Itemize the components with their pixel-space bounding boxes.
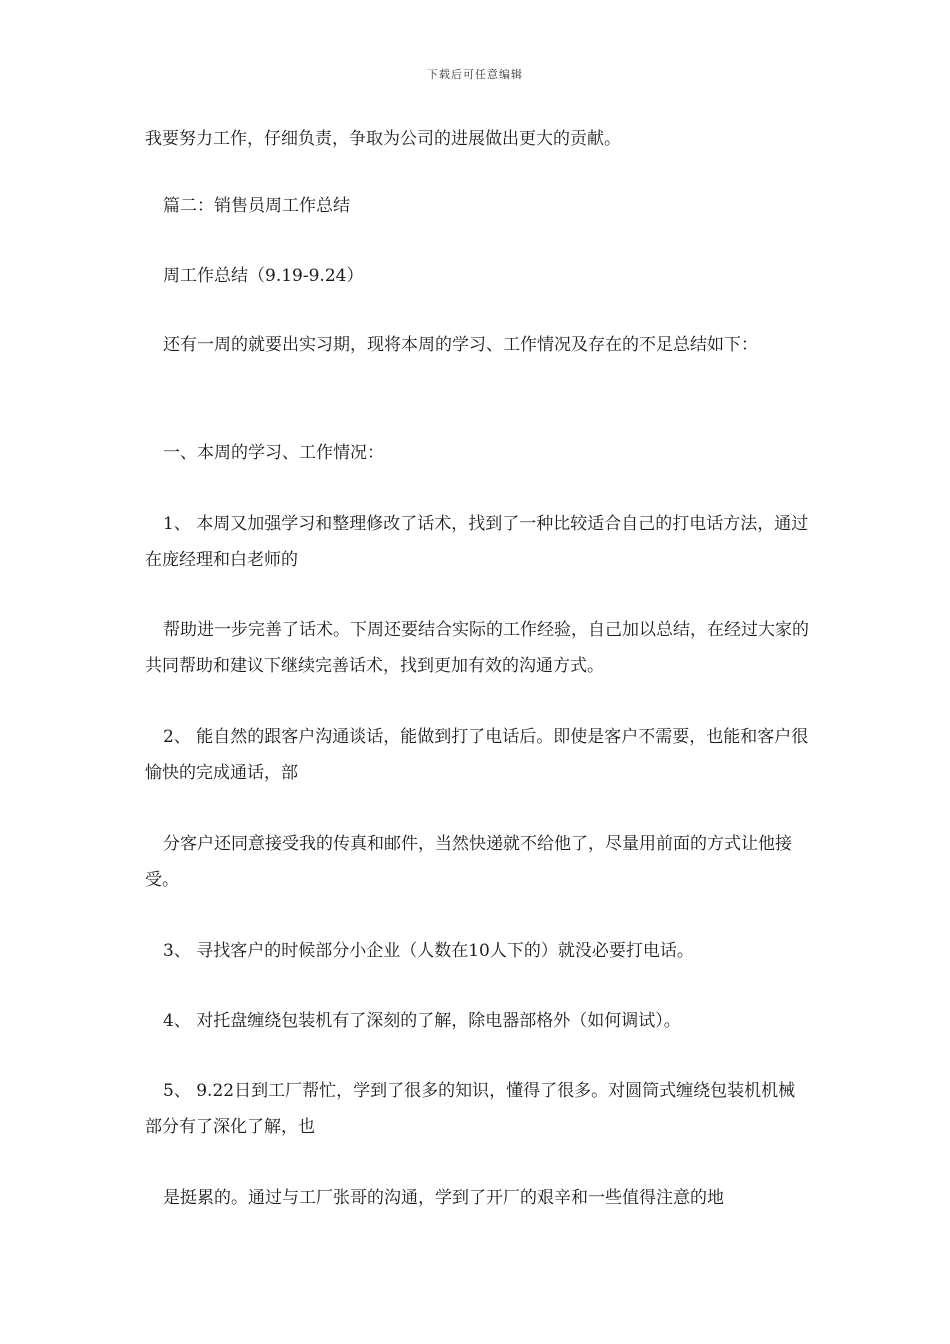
list-item-5-continued: 是挺累的。通过与工厂张哥的沟通，学到了开厂的艰辛和一些值得注意的地 (163, 1188, 724, 1208)
heading-study-work: 一、本周的学习、工作情况： (163, 443, 384, 463)
list-item-5: 5、 9.22日到工厂帮忙，学到了很多的知识，懂得了很多。对圆筒式缠绕包装机机械部分有了深化了解，也 (145, 1081, 796, 1137)
paragraph-intro: 还有一周的就要出实习期，现将本周的学习、工作情况及存在的不足总结如下： (163, 335, 758, 355)
list-item-1: 1、 本周又加强学习和整理修改了话术，找到了一种比较适合自己的打电话方法，通过在庞经理和白老师的 (145, 514, 809, 570)
list-item-1-continued: 帮助进一步完善了话术。下周还要结合实际的工作经验，自己加以总结，在经过大家的共同帮助和建议下继续完善话术，找到更加有效的沟通方式。 (145, 620, 809, 676)
section-title-2: 篇二：销售员周工作总结 (163, 196, 350, 216)
list-item-4: 4、 对托盘缠绕包装机有了深刻的了解，除电器部格外（如何调试）。 (163, 1011, 681, 1031)
list-item-3: 3、 寻找客户的时候部分小企业（人数在10人下的）就没必要打电话。 (163, 941, 694, 961)
page-header: 下载后可任意编辑 (427, 68, 523, 81)
paragraph-closing-line: 我要努力工作，仔细负责，争取为公司的进展做出更大的贡献。 (145, 129, 621, 149)
weekly-summary-title: 周工作总结（9.19-9.24） (163, 266, 364, 286)
list-item-2: 2、 能自然的跟客户沟通谈话，能做到打了电话后。即使是客户不需要，也能和客户很愉快的完成通话，部 (145, 727, 809, 783)
list-item-2-continued: 分客户还同意接受我的传真和邮件，当然快递就不给他了，尽量用前面的方式让他接受。 (145, 834, 792, 890)
